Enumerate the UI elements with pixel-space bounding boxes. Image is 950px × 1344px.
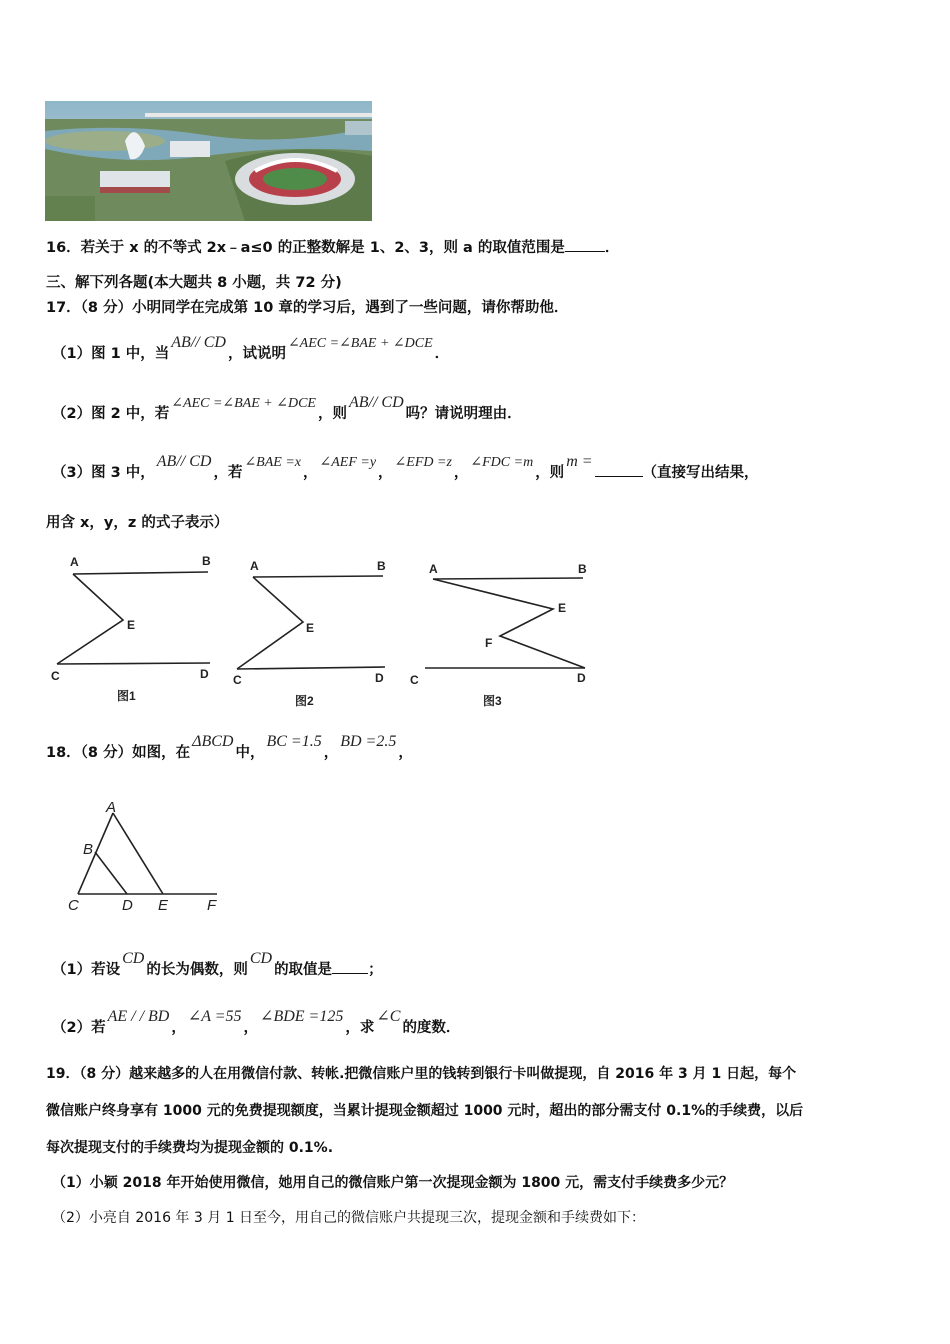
q18-sep-1: ，	[323, 745, 339, 761]
q17-p3-text-c: ，则	[535, 465, 565, 481]
fig3-label-e: E	[558, 601, 567, 615]
fig3-label-b: B	[578, 562, 587, 576]
q18-p1-math-2: CD	[249, 950, 273, 967]
fig2-caption: 图2	[295, 694, 314, 708]
fig2-path-aec	[237, 577, 303, 669]
q18-math-2: BC =1.5	[266, 733, 322, 750]
fig2-label-b: B	[377, 559, 386, 573]
q18-sep-2: ，	[398, 745, 413, 761]
fig2-label-a: A	[250, 559, 259, 573]
fig1-line-cd	[57, 663, 210, 664]
q18-p1-math-1: CD	[122, 950, 145, 967]
label-c: C	[68, 897, 79, 914]
fig3-label-f: F	[485, 636, 493, 650]
q18-text-b: 中，	[235, 745, 265, 761]
q18-p2-math-1: AE / / BD	[107, 1008, 170, 1025]
question-19-line3: 每次提现支付的手续费均为提现金额的 0.1%.	[46, 1140, 334, 1156]
q18-p1-text-b: 的长为偶数，则	[146, 962, 248, 978]
q17-p1-math-2: ∠AEC =∠BAE + ∠DCE	[287, 336, 433, 351]
question-17-part1	[52, 334, 450, 363]
question-16-end: ．	[604, 240, 620, 256]
fig1-line-ab	[73, 572, 208, 574]
question-17-intro: 17．（8 分）小明同学在完成第 10 章的学习后，遇到了一些问题，请你帮助他．	[46, 300, 569, 316]
fig1-label-b: B	[202, 554, 211, 568]
fig2-line-ab	[253, 576, 383, 577]
question-19-line1: 19．（8 分）越来越多的人在用微信付款、转帐.把微信账户里的钱转到银行卡叫做提现，自 2016 年 3 月 1 日起，每个	[46, 1066, 797, 1082]
fig3-caption: 图3	[483, 694, 502, 708]
q18-text-a: 18．（8 分）如图，在	[46, 745, 191, 761]
q17-p3-math-1: AB// CD	[156, 453, 212, 470]
fig1-path-aec	[57, 574, 123, 664]
question-19-part1: （1）小颖 2018 年开始使用微信，她用自己的微信账户第一次提现金额为 1800 元，需支付手续费多少元？	[52, 1175, 734, 1191]
q17-p3-sep-1: ，	[303, 465, 318, 481]
q17-p3-text-d: （直接写出结果，	[642, 465, 759, 481]
q18-p2-text-b: ，求	[345, 1020, 375, 1036]
q17-p1-math-1: AB// CD	[171, 334, 226, 351]
question-17-part3	[52, 453, 759, 482]
q18-p2-sep-2: ，	[243, 1020, 259, 1036]
q17-p3-math-4: ∠EFD =z	[394, 455, 452, 470]
q17-p2-math-2: AB// CD	[348, 394, 404, 411]
fig1-caption: 图1	[117, 689, 136, 703]
q17-p2-text-c: 吗？请说明理由．	[405, 406, 522, 422]
fig3-line-ab	[433, 578, 583, 579]
q17-p3-math-5: ∠FDC =m	[470, 455, 534, 470]
q18-p2-text-a: （2）若	[52, 1020, 106, 1036]
line-bd	[95, 852, 127, 894]
q18-p1-text-d: ；	[368, 962, 383, 978]
q18-math-3: BD =2.5	[340, 733, 397, 750]
q18-p2-math-3: ∠BDE =125	[260, 1008, 344, 1025]
q17-p1-text-b: ，试说明	[227, 346, 286, 362]
fig2-label-c: C	[233, 673, 242, 687]
section-heading: 三、解下列各题(本大题共 8 小题，共 72 分)	[46, 275, 342, 291]
question-17-part3-cont: 用含 x，y，z 的式子表示）	[46, 515, 229, 531]
label-b: B	[83, 841, 94, 858]
fig2-label-e: E	[306, 621, 315, 635]
q17-p1-text-a: （1）图 1 中，当	[52, 346, 170, 362]
answer-blank	[332, 961, 368, 974]
q17-p3-math-2: ∠BAE =x	[244, 455, 301, 470]
fig3-label-c: C	[410, 673, 419, 687]
q18-p2-math-2: ∠A =55	[187, 1008, 242, 1025]
fig3-path-aefd	[433, 579, 585, 668]
fig1-label-c: C	[51, 669, 60, 683]
q17-p3-math-3: ∠AEF =y	[319, 455, 377, 470]
question-17-part2	[52, 394, 522, 423]
question-19-line2: 微信账户终身享有 1000 元的免费提现额度，当累计提现金额超过 1000 元时，超出的部分需支付 0.1%的手续费，以后	[46, 1103, 804, 1119]
stadium-photo	[45, 101, 372, 221]
question-19-part2: （2）小亮自 2016 年 3 月 1 日至今，用自己的微信账户共提现三次，提现金额和手续费如下：	[52, 1210, 646, 1226]
question-16	[46, 236, 619, 257]
q17-p3-text-a: （3）图 3 中，	[52, 465, 155, 481]
label-a: A	[106, 800, 117, 816]
q18-p2-math-4: ∠C	[376, 1008, 401, 1025]
answer-blank	[595, 464, 643, 477]
q17-p3-sep-2: ，	[378, 465, 393, 481]
q18-p1-text-a: （1）若设	[52, 962, 121, 978]
question-18-part2	[52, 1008, 461, 1037]
question-18-intro	[46, 733, 413, 762]
q17-p1-text-c: ．	[434, 346, 450, 362]
q17-figures	[40, 550, 610, 715]
q17-p2-text-b: ，则	[317, 406, 347, 422]
fig2-line-cd	[237, 667, 385, 669]
line-ae	[113, 813, 163, 894]
q18-p1-text-c: 的取值是	[274, 962, 333, 978]
q17-p3-text-b: ，若	[213, 465, 243, 481]
q17-p3-math-6: m =	[566, 453, 593, 470]
label-e: E	[158, 897, 169, 914]
q18-math-1: ΔBCD	[192, 733, 234, 750]
question-16-text: 16．若关于 x 的不等式 2x﹣a≤0 的正整数解是 1、2、3，则 a 的取值范围是	[46, 240, 565, 256]
fig1-label-e: E	[127, 618, 136, 632]
label-f: F	[207, 897, 217, 914]
answer-blank	[565, 239, 605, 252]
fig2-label-d: D	[375, 671, 384, 685]
q17-p3-sep-3: ，	[453, 465, 469, 481]
q18-p2-text-c: 的度数．	[402, 1020, 461, 1036]
fig1-label-a: A	[70, 555, 79, 569]
fig3-label-a: A	[429, 562, 438, 576]
fig3-label-d: D	[577, 671, 586, 685]
q17-p2-math-1: ∠AEC =∠BAE + ∠DCE	[171, 396, 316, 411]
fig1-label-d: D	[200, 667, 209, 681]
q18-p2-sep-1: ，	[171, 1020, 186, 1036]
label-d: D	[122, 897, 133, 914]
q18-figure	[45, 800, 245, 918]
question-18-part1	[52, 950, 383, 979]
q17-p2-text-a: （2）图 2 中，若	[52, 406, 170, 422]
